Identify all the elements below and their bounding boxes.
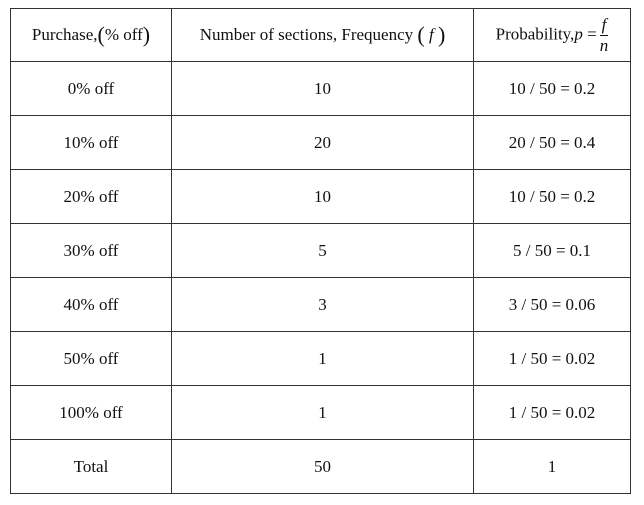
table-row xyxy=(11,62,631,116)
table-row xyxy=(11,278,631,332)
probability-table xyxy=(10,8,631,494)
cell-total-label: Total xyxy=(11,440,172,494)
cell-frequency: 5 xyxy=(172,224,474,278)
cell-total-probability: 1 xyxy=(474,440,631,494)
table-row xyxy=(11,386,631,440)
cell-purchase: 100% off xyxy=(11,386,172,440)
cell-probability: 1 / 50 = 0.02 xyxy=(474,332,631,386)
cell-frequency: 10 xyxy=(172,62,474,116)
total-row xyxy=(11,440,631,494)
cell-purchase: 0% off xyxy=(11,62,172,116)
cell-probability: 5 / 50 = 0.1 xyxy=(474,224,631,278)
cell-purchase: 50% off xyxy=(11,332,172,386)
probability-fraction: $\frac{f}{n}$ xyxy=(599,14,609,55)
table-row xyxy=(11,332,631,386)
cell-probability: 1 / 50 = 0.02 xyxy=(474,386,631,440)
cell-frequency: 20 xyxy=(172,116,474,170)
cell-purchase: 30% off xyxy=(11,224,172,278)
cell-purchase: 10% off xyxy=(11,116,172,170)
cell-frequency: 3 xyxy=(172,278,474,332)
cell-frequency: 1 xyxy=(172,332,474,386)
cell-frequency: 1 xyxy=(172,386,474,440)
header-probability: Probability,p = $\frac{f}{n}$ xyxy=(474,9,631,62)
cell-probability: 3 / 50 = 0.06 xyxy=(474,278,631,332)
header-frequency: Number of sections, Frequency ( f ) xyxy=(172,9,474,62)
cell-probability: 10 / 50 = 0.2 xyxy=(474,170,631,224)
cell-purchase: 40% off xyxy=(11,278,172,332)
table-row xyxy=(11,170,631,224)
cell-probability: 20 / 50 = 0.4 xyxy=(474,116,631,170)
table-row xyxy=(11,224,631,278)
header-purchase: Purchase,(% off) xyxy=(11,9,172,62)
header-row xyxy=(11,9,631,62)
cell-total-frequency: 50 xyxy=(172,440,474,494)
cell-probability: 10 / 50 = 0.2 xyxy=(474,62,631,116)
probability-table-container xyxy=(10,8,631,494)
cell-purchase: 20% off xyxy=(11,170,172,224)
table-row xyxy=(11,116,631,170)
cell-frequency: 10 xyxy=(172,170,474,224)
